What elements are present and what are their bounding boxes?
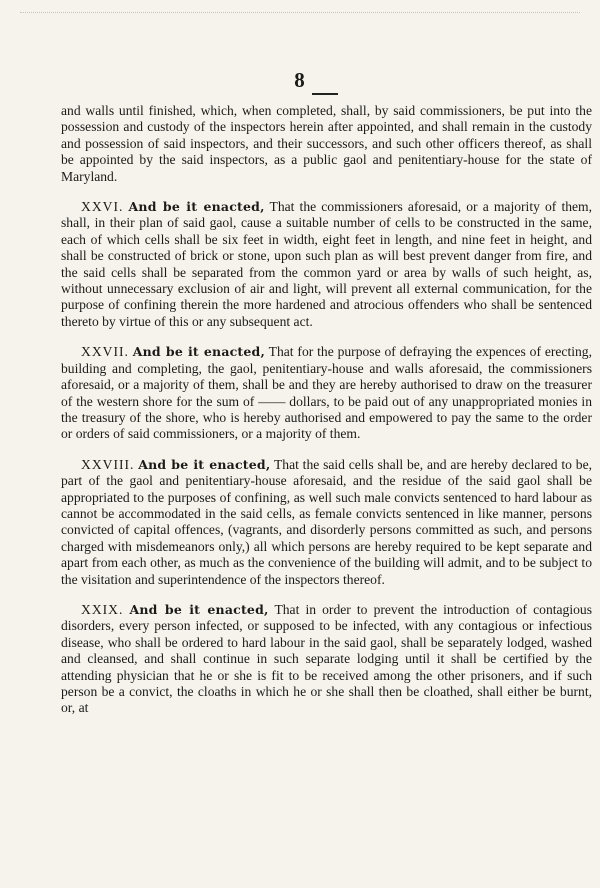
page-body: [61, 103, 592, 731]
section-text: That the said cells shall be, and are hereby declared to be, part of the gaol and penitentiary-house aforesaid, and the residue of the said gaol shall be appropriated to the purposes of confining, as well such male convicts sentenced to hard labour as cannot be accommodated in the said cells, as female convicts sentenced in like manner, persons convicted of capital offences, (vagrants, and disorderly persons committed as such, and persons charged with misdemeanors only,) all which persons are hereby required to be kept separate and apart from each other, as much as the convenience of the building will admit, and to be subject to the visitation and superintendence of the inspectors thereof.: [61, 456, 593, 587]
section-enacting-clause: And be it enacted,: [132, 344, 266, 360]
section-xxvii: [61, 344, 592, 442]
page-number: 8: [294, 68, 306, 92]
section-text: That for the purpose of defraying the expences of erecting, building and completing, the gaol, penitentiary-house and walls aforesaid, the commissioners aforesaid, or a majority of them, shall be and they are hereby authorised to draw on the treasurer of the western shore for the sum of —— dollars, to be paid out of any unappropriated monies in the treasury of the shore, who is hereby authorised and empowered to pay the same to the order or orders of said commissioners, or a majority of them.: [61, 344, 593, 442]
section-xxix: [61, 602, 592, 717]
section-number: XXVI.: [81, 199, 124, 215]
section-xxviii: [61, 457, 592, 588]
section-enacting-clause: And be it enacted,: [138, 456, 271, 472]
section-enacting-clause: And be it enacted,: [128, 199, 265, 215]
section-enacting-clause: And be it enacted,: [129, 601, 269, 617]
paragraph-text: and walls until finished, which, when completed, shall, by said commissioners, be put into the possession and custody of the inspectors herein after appointed, and shall remain in the custody and possession of said inspectors, and their successors, and such other officers thereof, as shall be appointed by the said inspectors, as a public gaol and penitentiary-house for the state of Maryland.: [61, 103, 592, 184]
page-edge: [20, 12, 580, 17]
section-number: XXVIII.: [81, 456, 135, 472]
page-number-rule: [312, 93, 338, 95]
section-number: XXVII.: [81, 344, 129, 360]
section-xxvi: [61, 199, 592, 330]
section-text: That the commissioners aforesaid, or a majority of them, shall, in their plan of said gaol, cause a suitable number of cells to be constructed in the same, each of which cells shall be six feet in width, eight feet in length, and nine feet in height, and shall be constructed of brick or stone, upon such plan as will best prevent danger from fire, and the said cells shall be separated from the common yard or area by walls of such height, as, without unnecessary exclusion of air and light, will prevent all external communication, for the purpose of confining therein the more hardened and atrocious offenders who shall be sentenced thereto by virtue of this or any subsequent act.: [61, 199, 593, 329]
paragraph-continuation: [61, 103, 592, 185]
section-number: XXIX.: [81, 601, 124, 617]
section-text: That in order to prevent the introduction of contagious disorders, every person infected, or supposed to be infected, with any contagious or infectious disease, who shall be ordered to hard labour in the said gaol, shall be separately lodged, washed and cleansed, and shall continue in such separate lodging until it shall be certified by the attending physician that he or she is fit to be received among the other prisoners, and if such person be a convict, the cloaths in which he or she shall then be cloathed, shall either be burnt, or, at: [61, 601, 593, 716]
